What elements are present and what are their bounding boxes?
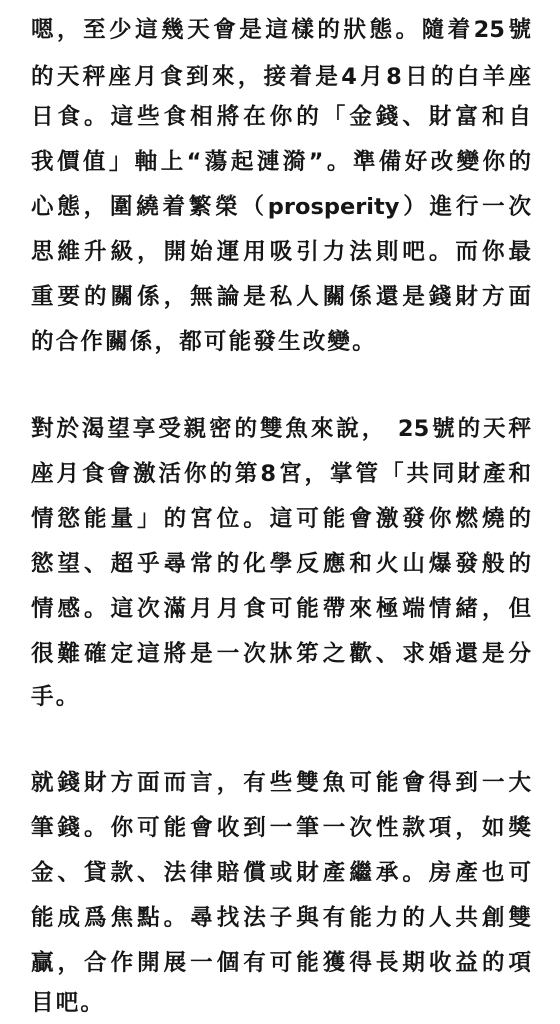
text-line: 思維升級，開始運用吸引力法則吧。而你最 [31,239,531,265]
text-line: 情感。這次滿月月食可能帶來極端情緒，但 [31,596,531,622]
text-line: 就錢財方面而言，有些雙魚可能會得到一大 [31,770,531,796]
text-line: 情慾能量」的宮位。這可能會激發你燃燒的 [31,506,531,532]
text-line: 的合作關係，都可能發生改變。 [31,329,377,355]
text-line: 對於渴望享受親密的雙魚來說， 25號的天秤 [31,416,531,442]
text-line: 我價值」軸上“蕩起漣漪”。準備好改變你的 [31,149,531,175]
text-line: 嗯，至少這幾天會是這樣的狀態。隨着25號 [31,17,531,43]
text-line: 金、貸款、法律賠償或財產繼承。房產也可 [31,860,531,886]
text-line: 慾望、超乎尋常的化學反應和火山爆發般的 [31,551,531,577]
text-line: 贏，合作開展一個有可能獲得長期收益的項 [31,950,531,976]
text-line: 心態，圍繞着繁榮（prosperity）進行一次 [31,194,531,220]
text-line: 的天秤座月食到來，接着是4月8日的白羊座 [31,64,531,90]
text-line: 座月食會激活你的第8宮，掌管「共同財產和 [31,461,531,487]
text-line: 能成爲焦點。尋找法子與有能力的人共創雙 [31,905,531,931]
text-line: 筆錢。你可能會收到一筆一次性款項，如獎 [31,815,531,841]
text-line: 很難確定這將是一次牀笫之歡、求婚還是分 [31,641,531,667]
text-line: 重要的關係，無論是私人關係還是錢財方面 [31,284,531,310]
text-line: 日食。這些食相將在你的「金錢、財富和自 [31,104,531,130]
text-line: 手。 [31,684,81,710]
text-line: 目吧。 [31,990,106,1016]
